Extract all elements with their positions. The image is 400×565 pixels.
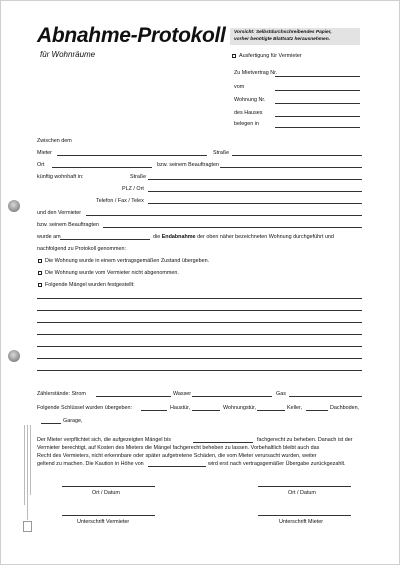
tenant-representative-label: bzw. seinem Beauftragten (157, 162, 220, 168)
handover-text-post: der oben näher bezeichneten Wohnung durchgeführt und (197, 234, 334, 240)
new-phone-label: Telefon / Fax / Telex (96, 198, 144, 204)
obligation-line4a: geltend zu machen. Die Kaution in Höhe von (37, 461, 144, 467)
keys-garage-label: Garage, (63, 418, 83, 424)
copy-landlord-label: Ausfertigung für Vermieter (239, 53, 302, 59)
keys-cellar-field[interactable] (257, 410, 285, 411)
option-checkbox-defects[interactable] (38, 283, 42, 287)
punch-hole-top (8, 200, 20, 212)
defect-line[interactable] (37, 370, 362, 371)
tenant-place-date-label: Ort / Datum (288, 490, 316, 496)
tenant-city-field[interactable] (52, 167, 152, 168)
handover-date-field[interactable] (60, 239, 150, 240)
keys-front-door-field[interactable] (141, 410, 167, 411)
page-subtitle: für Wohnräume (40, 50, 96, 59)
defect-line[interactable] (37, 322, 362, 323)
option-checkbox-not-accepted[interactable] (38, 271, 42, 275)
handover-text-pre: die (153, 234, 161, 240)
landlord-signature-label: Unterschrift Vermieter (77, 519, 130, 525)
tenant-signature-label: Unterschrift Mieter (279, 519, 324, 525)
tenant-representative-field[interactable] (220, 167, 362, 168)
unit-number-label: Wohnung Nr. (234, 97, 266, 103)
publisher-logo (23, 521, 32, 532)
landlord-place-date-line[interactable] (62, 486, 155, 487)
meter-electricity-label: Zählerstände: Strom (37, 391, 86, 397)
defect-line[interactable] (37, 298, 362, 299)
between-label: Zwischen dem (37, 138, 72, 144)
tenant-street-field[interactable] (232, 155, 362, 156)
repair-deadline-field[interactable] (193, 442, 253, 443)
option-label-not-accepted: Die Wohnung wurde vom Vermieter nicht abgenommen. (45, 270, 179, 276)
meter-water-label: Wasser (173, 391, 192, 397)
defect-line[interactable] (37, 358, 362, 359)
meter-electricity-field[interactable] (96, 396, 171, 397)
punch-hole-bottom (8, 350, 20, 362)
option-label-contract-condition: Die Wohnung wurde in einem vertragsgemäßen Zustand übergeben. (45, 258, 210, 264)
defect-line[interactable] (37, 310, 362, 311)
landlord-signature-line[interactable] (62, 515, 155, 516)
tenant-name-field[interactable] (57, 155, 207, 156)
keys-unit-door-label: Wohnungstür, (223, 405, 257, 411)
keys-label: Folgende Schlüssel wurden übergeben: (37, 405, 132, 411)
tenant-street-label: Straße (213, 150, 230, 156)
future-address-label: künftig wohnhaft in: (37, 174, 84, 180)
new-city-field[interactable] (148, 191, 362, 192)
obligation-line2: Vermieter berechtigt, auf Kosten des Mieters die Mängel fachgerecht beheben zu lassen. Vorbehaltlich bleibt auch das (37, 445, 320, 451)
tenant-place-date-line[interactable] (258, 486, 351, 487)
option-label-defects: Folgende Mängel wurden festgestellt: (45, 282, 135, 288)
deposit-amount-field[interactable] (148, 466, 206, 467)
landlord-name-field[interactable] (86, 215, 362, 216)
location-field[interactable] (275, 127, 360, 128)
contract-number-field[interactable] (275, 76, 360, 77)
page-title: Abnahme-Protokoll (37, 24, 226, 47)
new-street-label: Straße (130, 174, 147, 180)
keys-unit-door-field[interactable] (192, 410, 220, 411)
handover-text-bold: Endabnahme (161, 234, 196, 240)
handover-date-label: wurde am (37, 234, 61, 240)
defect-line[interactable] (37, 334, 362, 335)
keys-garage-field[interactable] (41, 423, 61, 424)
landlord-representative-label: bzw. seinem Beauftragten (37, 222, 100, 228)
landlord-label: und den Vermieter (37, 210, 82, 216)
option-checkbox-contract-condition[interactable] (38, 259, 42, 263)
obligation-line1b: fachgerecht zu beheben. Danach ist der (257, 437, 353, 443)
unit-number-field[interactable] (275, 103, 360, 104)
meter-gas-field[interactable] (289, 396, 362, 397)
meter-water-field[interactable] (192, 396, 272, 397)
landlord-place-date-label: Ort / Datum (92, 490, 120, 496)
contract-date-field[interactable] (275, 90, 360, 91)
keys-attic-field[interactable] (306, 410, 328, 411)
handover-text (153, 234, 334, 240)
location-label: belegen in (234, 121, 259, 127)
contract-date-label: vom (234, 84, 245, 90)
obligation-line1a: Der Mieter verpflichtet sich, die aufgezeigten Mängel bis (37, 437, 171, 443)
tenant-city-label: Ort (37, 162, 45, 168)
building-field[interactable] (275, 116, 360, 117)
new-city-label: PLZ / Ort (122, 186, 144, 192)
tenant-signature-line[interactable] (258, 515, 351, 516)
keys-front-door-label: Haustür, (170, 405, 191, 411)
notice-line-1: Vorsicht: Selbstdurchschreibendes Papier, (234, 30, 332, 35)
landlord-representative-field[interactable] (103, 227, 362, 228)
keys-cellar-label: Keller, (287, 405, 302, 411)
new-phone-field[interactable] (148, 203, 362, 204)
building-label: des Hauses (234, 110, 263, 116)
keys-attic-label: Dachboden, (330, 405, 360, 411)
meter-gas-label: Gas (276, 391, 286, 397)
contract-number-label: Zu Mietvertrag Nr. (234, 70, 278, 76)
handover-text-line2: nachfolgend zu Protokoll genommen: (37, 246, 127, 252)
defect-line[interactable] (37, 346, 362, 347)
notice-line-2: vorher benötigte Blattsatz herausnehmen. (234, 37, 330, 42)
publisher-imprint (23, 425, 33, 533)
copy-landlord-checkbox[interactable] (232, 54, 236, 58)
obligation-line3: Recht des Vermieters, nicht erkennbare oder später aufgetretene Schäden, die vom Mieter verursacht wurden, weiter (37, 453, 317, 459)
obligation-line4b: wird erst nach vertragsgemäßer Übergabe zurückgezahlt. (208, 461, 346, 467)
tenant-label: Mieter (37, 150, 52, 156)
carbon-paper-notice (230, 28, 360, 45)
new-street-field[interactable] (148, 179, 362, 180)
